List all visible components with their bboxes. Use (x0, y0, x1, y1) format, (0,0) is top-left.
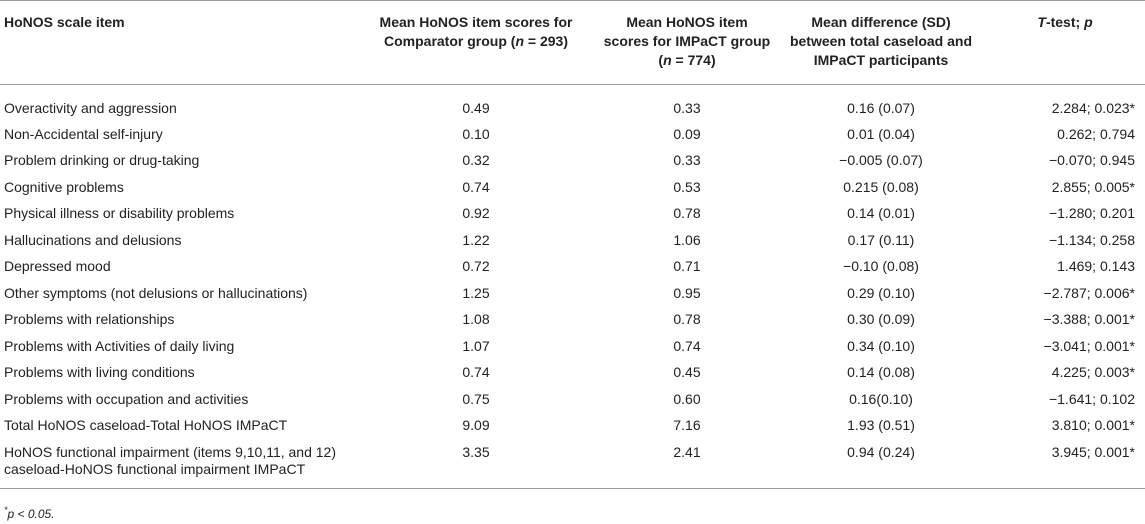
cell-ttest: −1.134; 0.258 (1048, 231, 1135, 248)
cell-item: Cognitive problems (4, 178, 124, 195)
cell-diff: 0.94 (0.24) (847, 444, 915, 460)
table-row (0, 174, 1145, 201)
cell-impact: 2.41 (673, 444, 701, 460)
cell-ttest: 1.469; 0.143 (1057, 258, 1135, 275)
cell-impact: 1.06 (673, 231, 701, 248)
cell-item: Total HoNOS caseload-Total HoNOS IMPaCT (4, 417, 288, 434)
cell-item: Hallucinations and delusions (4, 231, 182, 248)
cell-ttest: −3.388; 0.001* (1043, 311, 1135, 328)
cell-impact: 7.16 (673, 417, 701, 434)
cell-impact: 0.78 (673, 311, 701, 328)
cell-diff: 0.14 (0.01) (847, 205, 915, 222)
cell-comparator: 0.74 (462, 178, 490, 195)
table-row (0, 360, 1145, 387)
cell-item: Other symptoms (not delusions or hallucinations) (4, 284, 308, 301)
table-body (0, 85, 1145, 489)
cell-ttest: 0.262; 0.794 (1057, 125, 1135, 142)
cell-comparator: 0.74 (462, 364, 490, 381)
cell-diff: 0.16(0.10) (849, 390, 913, 407)
cell-impact: 0.53 (673, 178, 701, 195)
cell-ttest: −1.280; 0.201 (1048, 205, 1135, 222)
table-row (0, 413, 1145, 440)
cell-item: Non-Accidental self-injury (4, 125, 163, 142)
cell-comparator: 0.72 (462, 258, 490, 275)
cell-ttest: 2.284; 0.023* (1051, 99, 1135, 116)
cell-impact: 0.78 (673, 205, 701, 222)
cell-ttest: −0.070; 0.945 (1048, 152, 1135, 169)
cell-ttest: −1.641; 0.102 (1048, 390, 1135, 407)
cell-comparator: 0.92 (462, 205, 490, 222)
cell-ttest: −2.787; 0.006* (1043, 284, 1135, 301)
table-row (0, 254, 1145, 281)
table-row (0, 439, 1145, 489)
cell-comparator: 1.25 (462, 284, 490, 301)
cell-comparator: 0.49 (462, 99, 490, 116)
cell-impact: 0.45 (673, 364, 701, 381)
cell-impact: 0.71 (673, 258, 701, 275)
cell-diff: −0.10 (0.08) (843, 258, 919, 275)
table-row (0, 85, 1145, 122)
table-row (0, 333, 1145, 360)
table-row (0, 307, 1145, 334)
cell-comparator: 9.09 (462, 417, 490, 434)
cell-impact: 0.60 (673, 390, 701, 407)
cell-ttest: −3.041; 0.001* (1043, 337, 1135, 354)
cell-ttest: 3.945; 0.001* (1051, 444, 1135, 460)
cell-item: Problem drinking or drug-taking (4, 152, 200, 169)
significance-footnote: *p < 0.05. (4, 505, 55, 521)
cell-impact: 0.95 (673, 284, 701, 301)
cell-item: Problems with occupation and activities (4, 390, 249, 407)
header-row (0, 1, 1145, 85)
cell-item: Overactivity and aggression (4, 99, 177, 116)
cell-diff: 0.34 (0.10) (847, 337, 915, 354)
cell-comparator: 3.35 (462, 444, 490, 460)
table-row (0, 386, 1145, 413)
cell-impact: 0.33 (673, 99, 701, 116)
header-comparator-mean: Mean HoNOS item scores for Comparator group (n = 293) (379, 14, 573, 49)
cell-item: Depressed mood (4, 258, 111, 275)
header-impact-mean: Mean HoNOS item scores for IMPaCT group (n = 774) (603, 14, 771, 68)
cell-ttest: 2.855; 0.005* (1051, 178, 1135, 195)
table-row (0, 121, 1145, 148)
cell-impact: 0.33 (673, 152, 701, 169)
cell-item: Problems with relationships (4, 311, 175, 328)
cell-item: Problems with Activities of daily living (4, 337, 235, 354)
cell-item: Physical illness or disability problems (4, 205, 235, 222)
table-row (0, 148, 1145, 175)
cell-impact: 0.09 (673, 125, 701, 142)
cell-comparator: 1.08 (462, 311, 490, 328)
table-row (0, 227, 1145, 254)
cell-ttest: 4.225; 0.003* (1051, 364, 1135, 381)
cell-diff: 1.93 (0.51) (847, 417, 915, 434)
table-row (0, 201, 1145, 228)
cell-diff: 0.17 (0.11) (847, 231, 915, 248)
cell-diff: 0.14 (0.08) (847, 364, 915, 381)
cell-comparator: 1.07 (462, 337, 490, 354)
cell-diff: 0.215 (0.08) (843, 178, 919, 195)
cell-comparator: 0.10 (462, 125, 490, 142)
table-row (0, 280, 1145, 307)
cell-ttest: 3.810; 0.001* (1051, 417, 1135, 434)
header-ttest: T-test; p (1037, 14, 1093, 30)
cell-diff: 0.29 (0.10) (847, 284, 915, 301)
cell-diff: 0.16 (0.07) (847, 99, 915, 116)
cell-impact: 0.74 (673, 337, 701, 354)
cell-diff: −0.005 (0.07) (839, 152, 923, 169)
header-mean-difference: Mean difference (SD) between total caseload and IMPaCT participants (789, 14, 973, 68)
cell-diff: 0.30 (0.09) (847, 311, 915, 328)
header-honos-item: HoNOS scale item (4, 14, 125, 30)
cell-item: HoNOS functional impairment (items 9,10,11, and 12) caseload-HoNOS functional impairment IMPaCT (4, 444, 337, 477)
cell-comparator: 1.22 (462, 231, 490, 248)
table-header (0, 1, 1145, 85)
cell-comparator: 0.32 (462, 152, 490, 169)
cell-item: Problems with living conditions (4, 364, 195, 381)
cell-diff: 0.01 (0.04) (847, 125, 915, 142)
cell-comparator: 0.75 (462, 390, 490, 407)
